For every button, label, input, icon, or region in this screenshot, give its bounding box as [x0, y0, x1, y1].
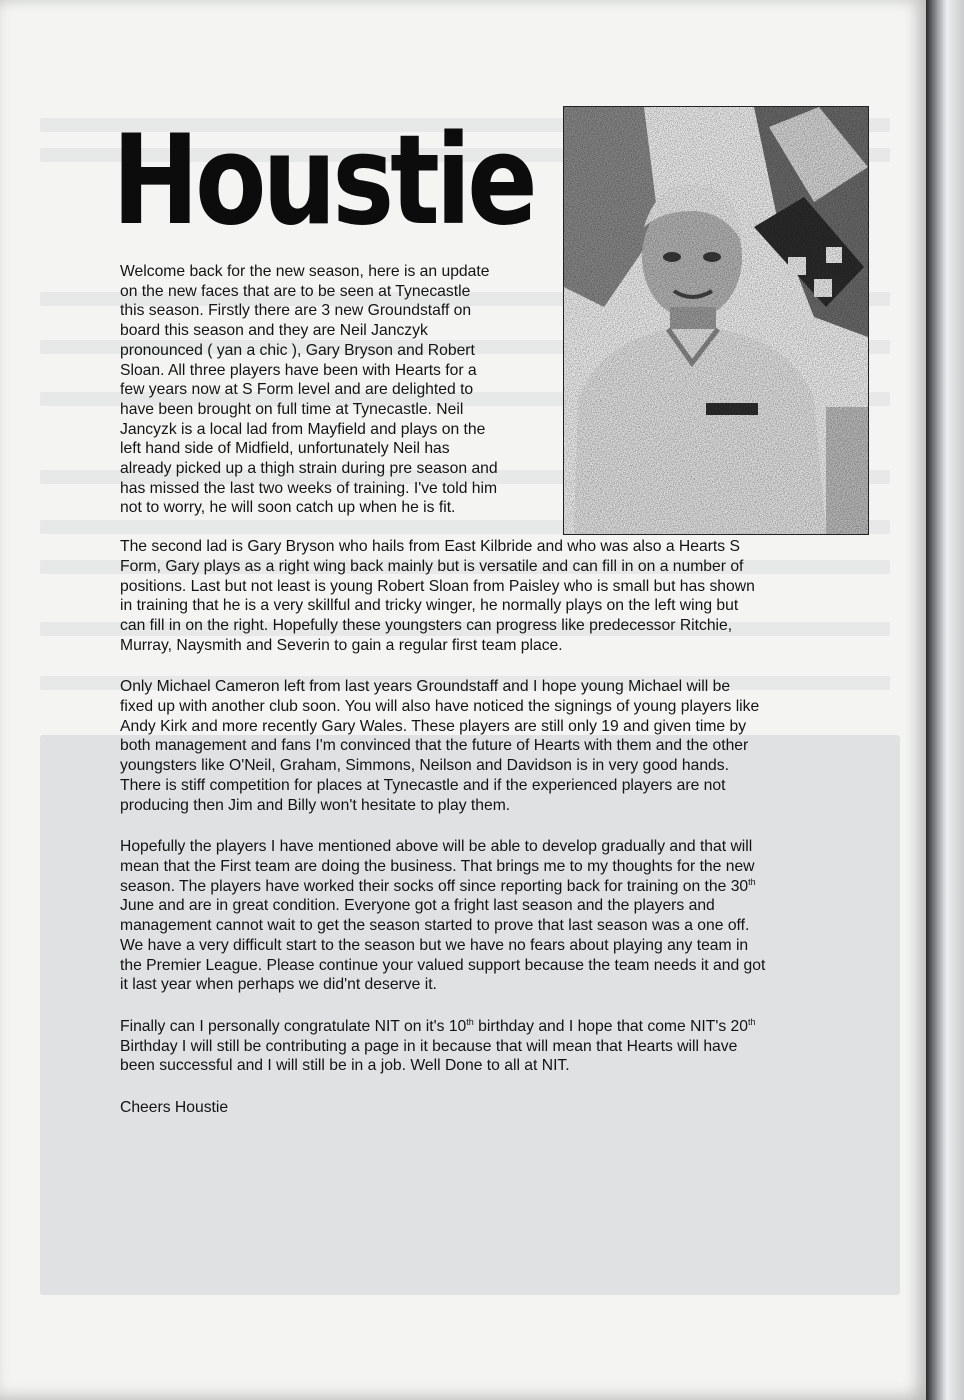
paragraph-text: Birthday I will still be contributing a page in it because that will mean that Hearts will have been successful and I will still be in a job. Well Done to all at NIT.	[120, 1037, 738, 1075]
article-body	[120, 262, 880, 1140]
paragraph-text: Hopefully the players I have mentioned above will be able to develop gradually and that will mean that the First team are doing the business. That brings me to my thoughts for the new season. The players have worked their socks off since reporting back for training on the 30	[120, 838, 755, 895]
ordinal-suffix: th	[748, 1016, 756, 1027]
article-title: Houstie	[112, 109, 534, 253]
next-page-edge	[926, 0, 964, 1400]
paragraph-text: June and are in great condition. Everyone got a fright last season and the players and management cannot wait to get the season started to prove that last season was a one off. We have a very difficult start to the season but we have no fears about playing any team in the Premier League. Please continue your valued support because the team needs it and got it last year when perhaps we did'nt deserve it.	[120, 897, 766, 994]
paragraph-new-players: The second lad is Gary Bryson who hails from East Kilbride and who was also a Hearts S Form, Gary plays as a right wing back mainly but is versatile and can fill in on a number of positions. Last but not least is young Robert Sloan from Paisley who is small but has shown in training that he is a very skillful and tricky winger, he normally plays on the left wing but can fill in on the right. Hopefully these youngsters can progress like predecessor Ritchie, Murray, Naysmith and Severin to gain a regular first team place.	[120, 538, 755, 654]
ordinal-suffix: th	[748, 876, 756, 887]
paragraph-intro: Welcome back for the new season, here is an update on the new faces that are to be seen at Tynecastle this season. Firstly there are 3 new Groundstaff on board this season and they are Neil Janczyk pronounced ( yan a chic ), Gary Bryson and Robert Sloan. All three players have been with Hearts for a few years now at S Form level and are delighted to have been brought on full time at Tynecastle. Neil Jancyzk is a local lad from Mayfield and plays on the left hand side of Midfield, unfortunately Neil has already picked up a thigh strain during pre season and has missed the last two weeks of training. I've told him not to worry, he will soon catch up when he is fit.	[120, 263, 498, 517]
paragraph-nit-birthday	[120, 1017, 880, 1076]
paragraph-text: Finally can I personally congratulate NIT on it's 10	[120, 1017, 467, 1035]
paragraph-young-players: Only Michael Cameron left from last years Groundstaff and I hope young Michael will be fixed up with another club soon. You will also have noticed the signings of young players like Andy Kirk and more recently Gary Wales. These players are still only 19 and given time by both management and fans I'm convinced that the future of Hearts with them and the other youngsters like O'Neil, Graham, Simmons, Neilson and Davidson is in very good hands. There is stiff competition for places at Tynecastle and if the experienced players are not producing then Jim and Billy won't hesitate to play them.	[120, 678, 760, 814]
paragraph-season-outlook	[120, 837, 880, 995]
sign-off: Cheers Houstie	[120, 1099, 229, 1117]
ordinal-suffix: th	[466, 1016, 474, 1027]
paragraph-text: birthday and I hope that come NIT's 20	[473, 1017, 748, 1035]
